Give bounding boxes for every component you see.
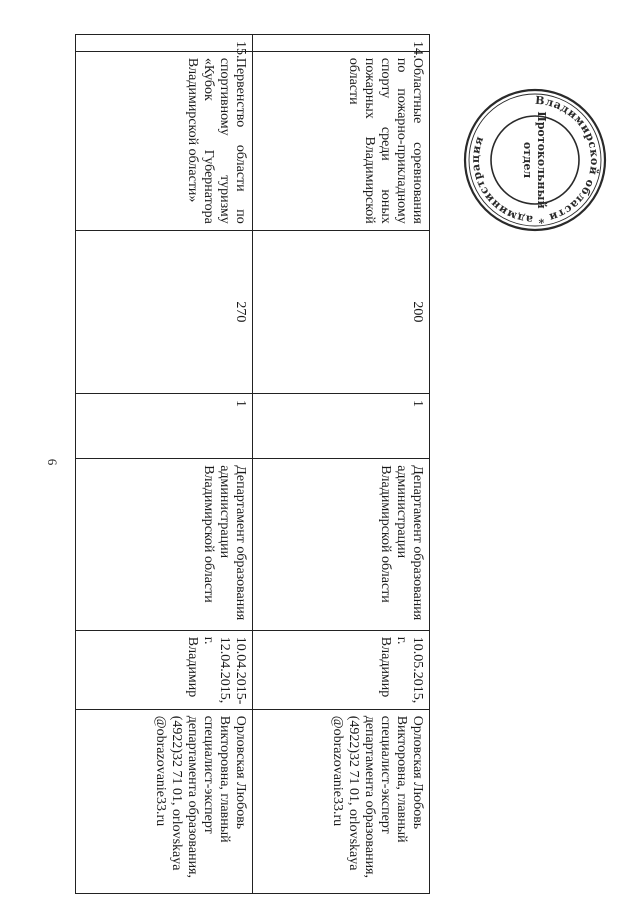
contact-cell: Орловская Любовь Викторовна, главный специалист-эксперт департамента образования, (4922)32 71 01, orlovskaya @obrazovanie33.ru <box>76 709 253 893</box>
page-number: 6 <box>45 458 60 466</box>
row-number: 14. <box>253 35 430 52</box>
row-number: 15. <box>76 35 253 52</box>
stamp-center-line1: Протокольный <box>535 111 548 209</box>
contact-cell: Орловская Любовь Викторовна, главный специалист-эксперт департамента образования, (4922)32 71 01, orlovskaya @obrazovanie33.ru <box>253 709 430 893</box>
count-cell: 1 <box>253 393 430 458</box>
official-stamp <box>460 85 610 235</box>
events-table-container <box>75 34 430 894</box>
table-row <box>253 35 430 894</box>
event-name-cell: Областные соревнования по пожарно-прикладному спорту среди юных пожарных Владимирской области <box>253 51 430 230</box>
count-cell: 1 <box>76 393 253 458</box>
participants-cell: 270 <box>76 230 253 393</box>
event-name-cell: Первенство области по спортивному туризму «Кубок Губернатора Владимирской области» <box>76 51 253 230</box>
organizer-cell: Департамент образования администрации Владимирской области <box>76 459 253 631</box>
participants-cell: 200 <box>253 230 430 393</box>
stamp-center-line2: отдел <box>521 141 534 179</box>
date-place-cell: 10.05.2015, г. Владимир <box>253 630 430 709</box>
organizer-cell: Департамент образования администрации Владимирской области <box>253 459 430 631</box>
stamp-ring-text: Владимирской области * администрация <box>468 93 602 227</box>
events-table <box>75 34 430 894</box>
date-place-cell: 10.04.2015-12.04.2015, г. Владимир <box>76 630 253 709</box>
table-row <box>76 35 253 894</box>
